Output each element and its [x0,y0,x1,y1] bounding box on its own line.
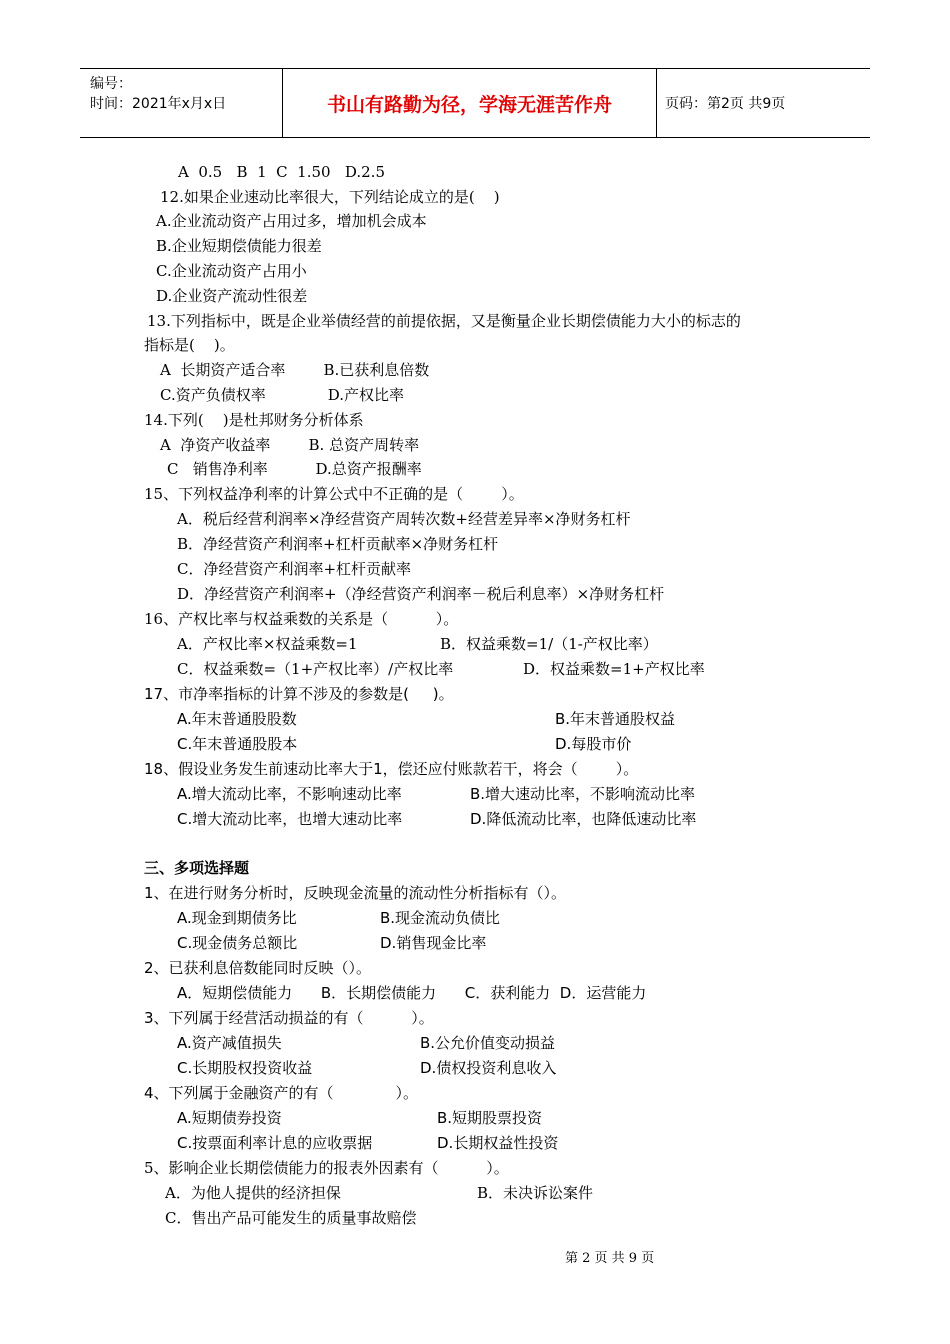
q17-option-b: B.年末普通股权益 [555,710,676,728]
q14-options-cd: C 销售净利率 D.总资产报酬率 [167,460,422,478]
q18-option-d: D.降低流动比率，也降低速动比率 [470,810,697,828]
q15-option-b: B．净经营资产利润率+杠杆贡献率×净财务杠杆 [177,535,499,553]
q15-option-c: C．净经营资产利润率+杠杆贡献率 [177,560,412,578]
m1-option-c: C.现金债务总额比 [177,934,298,952]
page-footer: 第 2 页 共 9 页 [565,1251,655,1266]
m1-option-a: A.现金到期债务比 [177,909,297,927]
page-number-label: 页码：第2页 共9页 [665,96,786,112]
q16-option-a: A．产权比率×权益乘数=1 [177,635,358,653]
q12-option-d: D.企业资产流动性很差 [156,287,308,305]
header-motto: 书山有路勤为径，学海无涯苦作舟 [283,69,657,137]
q13-stem-cont: 指标是( )。 [144,336,235,354]
q12-stem: 12.如果企业速动比率很大，下列结论成立的是( ) [160,188,500,206]
m3-option-b: B.公允价值变动损益 [420,1034,556,1052]
m3-option-d: D.债权投资利息收入 [420,1059,557,1077]
m5-option-b: B．未决诉讼案件 [477,1184,594,1202]
m5-option-c: C．售出产品可能发生的质量事故赔偿 [165,1209,417,1227]
q15-option-a: A．税后经营利润率×净经营资产周转次数+经营差异率×净财务杠杆 [177,510,631,528]
q11-options: A 0.5 B 1 C 1.50 D.2.5 [178,163,385,181]
q18-option-c: C.增大流动比率，也增大速动比率 [177,810,403,828]
section-heading: 三、多项选择题 [144,859,250,877]
m3-option-a: A.资产减值损失 [177,1034,282,1052]
m4-option-b: B.短期股票投资 [437,1109,543,1127]
q17-option-d: D.每股市价 [555,735,632,753]
m4-option-a: A.短期债券投资 [177,1109,282,1127]
header-meta [80,69,283,137]
m4-stem: 4、下列属于金融资产的有（ ）。 [144,1084,419,1102]
page-header [80,68,870,138]
code-label: 编号： [90,76,132,92]
q13-options-cd: C.资产负债权率 D.产权比率 [160,386,404,404]
q12-option-b: B.企业短期偿债能力很差 [156,237,322,255]
q17-option-a: A.年末普通股股数 [177,710,297,728]
q15-option-d: D．净经营资产利润率+（净经营资产利润率－税后利息率）×净财务杠杆 [177,585,665,603]
m5-option-a: A．为他人提供的经济担保 [165,1184,341,1202]
q16-option-c: C．权益乘数=（1+产权比率）/产权比率 [177,660,454,678]
q17-option-c: C.年末普通股股本 [177,735,298,753]
m4-option-d: D.长期权益性投资 [437,1134,559,1152]
m2-stem: 2、已获利息倍数能同时反映（）。 [144,959,372,977]
q18-stem: 18、假设业务发生前速动比率大于1，偿还应付账款若干，将会（ ）。 [144,760,639,778]
q15-stem: 15、下列权益净利率的计算公式中不正确的是（ ）。 [144,485,524,503]
m1-stem: 1、在进行财务分析时，反映现金流量的流动性分析指标有（）。 [144,884,567,902]
m4-option-c: C.按票面利率计息的应收票据 [177,1134,373,1152]
date-label: 时间：2021年x月x日 [90,96,227,112]
q13-options-ab: A 长期资产适合率 B.已获利息倍数 [160,361,430,379]
q16-option-d: D．权益乘数=1+产权比率 [523,660,705,678]
q18-option-a: A.增大流动比率，不影响速动比率 [177,785,402,803]
m3-stem: 3、下列属于经营活动损益的有（ ）。 [144,1009,434,1027]
q18-option-b: B.增大速动比率，不影响流动比率 [470,785,696,803]
q16-stem: 16、产权比率与权益乘数的关系是（ ）。 [144,610,459,628]
q12-option-a: A.企业流动资产占用过多，增加机会成本 [156,212,427,230]
q17-stem: 17、市净率指标的计算不涉及的参数是( )。 [144,685,454,703]
q14-stem: 14.下列( )是杜邦财务分析体系 [144,411,364,429]
m1-option-d: D.销售现金比率 [380,934,487,952]
q14-options-ab: A 净资产收益率 B. 总资产周转率 [160,436,420,454]
q13-stem: 13.下列指标中，既是企业举债经营的前提依据，又是衡量企业长期偿债能力大小的标志的 [147,312,741,330]
m2-options: A．短期偿债能力 B．长期偿债能力 C．获利能力 D．运营能力 [177,984,647,1002]
m1-option-b: B.现金流动负债比 [380,909,501,927]
q12-option-c: C.企业流动资产占用小 [156,262,307,280]
q16-option-b: B．权益乘数=1/（1-产权比率） [440,635,658,653]
m5-stem: 5、影响企业长期偿债能力的报表外因素有（ ）。 [144,1159,509,1177]
m3-option-c: C.长期股权投资收益 [177,1059,313,1077]
